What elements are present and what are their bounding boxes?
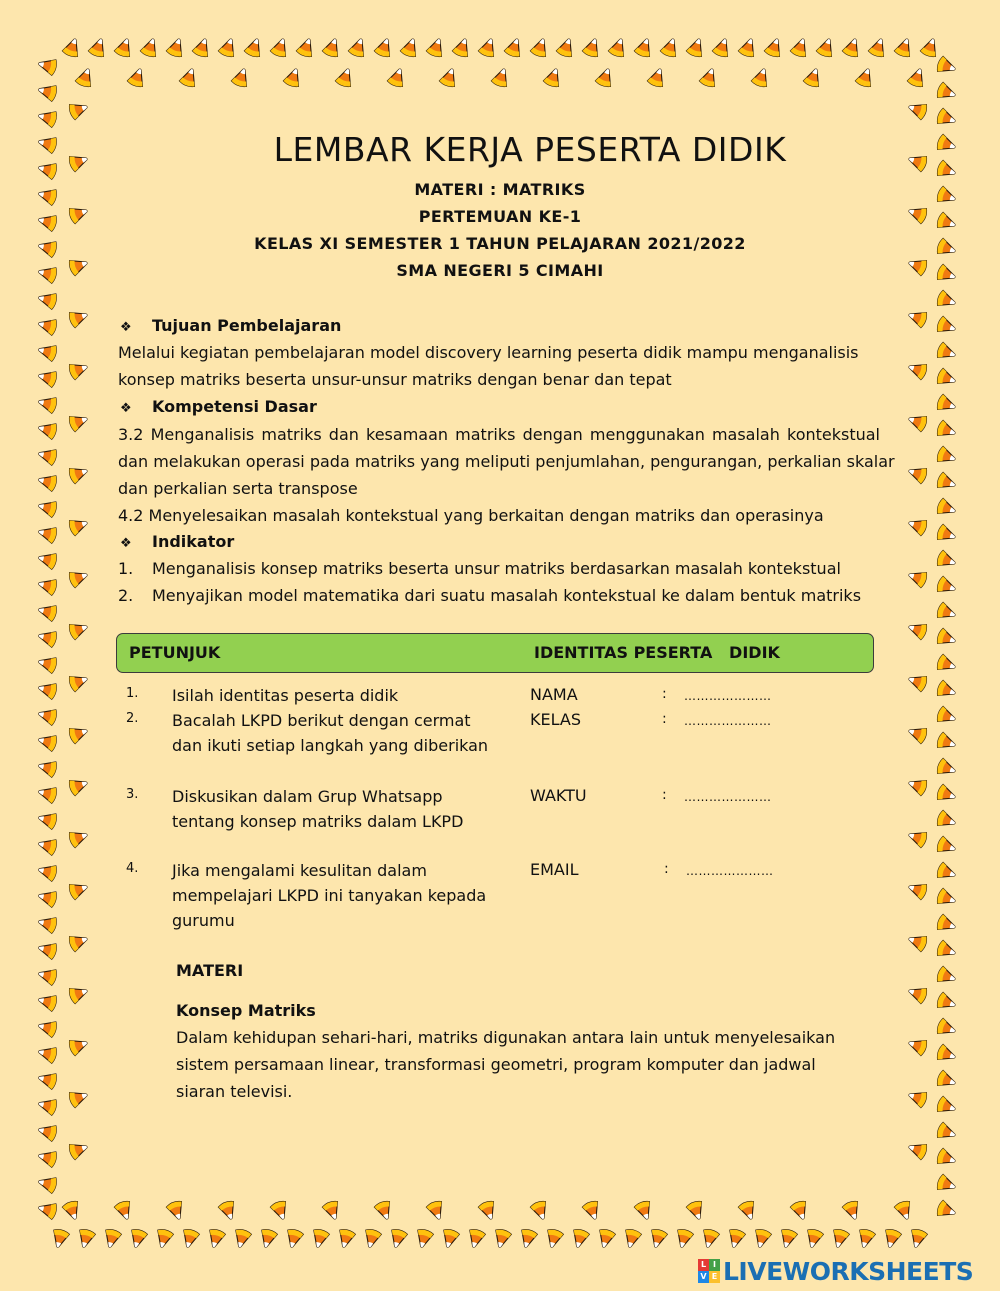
candy-corn-icon — [37, 1122, 58, 1142]
kd32-line-1: 3.2 Menganalisis matriks dan kesamaan matriks dengan menggunakan masalah kontekstual — [118, 425, 880, 444]
candy-corn-icon — [75, 66, 96, 88]
candy-corn-icon — [37, 316, 58, 336]
candy-corn-icon — [37, 446, 58, 466]
logo-letter: L — [698, 1259, 709, 1271]
petunjuk-num: 4. — [126, 861, 139, 876]
identitas-colon: : — [662, 787, 667, 803]
candy-corn-icon — [37, 550, 58, 570]
logo-letter: E — [709, 1271, 720, 1283]
candy-corn-icon — [906, 463, 928, 484]
candy-corn-icon — [908, 1228, 928, 1249]
candy-corn-icon — [37, 576, 58, 596]
identitas-label-waktu: WAKTU — [530, 786, 587, 805]
candy-corn-icon — [936, 810, 958, 831]
candy-corn-icon — [803, 66, 824, 88]
candy-corn-icon — [68, 827, 90, 848]
candy-corn-icon — [906, 1139, 928, 1160]
email-field[interactable]: ………………… — [686, 864, 774, 878]
candy-corn-icon — [936, 1122, 958, 1143]
candy-corn-icon — [37, 1200, 58, 1220]
candy-corn-icon — [218, 1200, 239, 1222]
candy-corn-icon — [936, 316, 958, 337]
candy-corn-icon — [179, 66, 200, 88]
materi-line-2: sistem persamaan linear, transformasi geometri, program komputer dan jadwal — [176, 1055, 816, 1074]
candy-corn-icon — [206, 1228, 226, 1249]
kd32-line-2: dan melakukan operasi pada matriks yang meliputi penjumlahan, pengurangan, perkalian skalar — [118, 452, 895, 471]
candy-corn-icon — [816, 36, 837, 58]
diamond-bullet-icon: ❖ — [120, 320, 132, 335]
candy-corn-icon — [37, 810, 58, 830]
candy-corn-icon — [936, 394, 958, 415]
candy-corn-icon — [218, 36, 239, 58]
candy-corn-icon — [37, 784, 58, 804]
candy-corn-icon — [936, 108, 958, 129]
candy-corn-icon — [790, 1200, 811, 1222]
candy-corn-icon — [906, 619, 928, 640]
candy-corn-icon — [310, 1228, 330, 1249]
nama-field[interactable]: ………………… — [684, 689, 772, 703]
candy-corn-icon — [37, 1044, 58, 1064]
candy-corn-icon — [543, 66, 564, 88]
candy-corn-icon — [68, 307, 90, 328]
candy-corn-icon — [936, 992, 958, 1013]
candy-corn-icon — [936, 446, 958, 467]
candy-corn-icon — [140, 36, 161, 58]
candy-corn-icon — [37, 1018, 58, 1038]
candy-corn-icon — [906, 983, 928, 1004]
candy-corn-icon — [830, 1228, 850, 1249]
candy-corn-icon — [622, 1228, 642, 1249]
candy-corn-icon — [936, 628, 958, 649]
materi-line-3: siaran televisi. — [176, 1082, 293, 1101]
candy-corn-icon — [68, 411, 90, 432]
candy-corn-icon — [362, 1228, 382, 1249]
candy-corn-icon — [906, 1035, 928, 1056]
candy-corn-icon — [37, 290, 58, 310]
candy-corn-icon — [37, 940, 58, 960]
kompetensi-heading-text: Kompetensi Dasar — [152, 397, 317, 416]
candy-corn-icon — [37, 654, 58, 674]
candy-corn-icon — [907, 66, 928, 88]
identitas-colon: : — [664, 861, 669, 877]
candy-corn-icon — [936, 472, 958, 493]
liveworksheets-mark-icon — [698, 1259, 720, 1283]
candy-corn-icon — [894, 1200, 915, 1222]
tujuan-heading-text: Tujuan Pembelajaran — [152, 316, 342, 335]
candy-corn-icon — [102, 1228, 122, 1249]
candy-corn-icon — [726, 1228, 746, 1249]
candy-corn-icon — [439, 66, 460, 88]
candy-corn-icon — [595, 66, 616, 88]
candy-corn-icon — [114, 1200, 135, 1222]
candy-corn-icon — [231, 66, 252, 88]
candy-corn-icon — [936, 966, 958, 987]
candy-corn-icon — [37, 342, 58, 362]
candy-corn-icon — [388, 1228, 408, 1249]
diamond-bullet-icon: ❖ — [120, 536, 132, 551]
candy-corn-icon — [544, 1228, 564, 1249]
candy-corn-icon — [37, 966, 58, 986]
candy-corn-icon — [270, 36, 291, 58]
candy-corn-icon — [68, 619, 90, 640]
candy-corn-icon — [296, 36, 317, 58]
candy-corn-icon — [936, 862, 958, 883]
petunjuk-num: 3. — [126, 787, 139, 802]
candy-corn-icon — [936, 1070, 958, 1091]
candy-corn-icon — [936, 602, 958, 623]
section-kompetensi-heading — [118, 393, 317, 422]
candy-corn-icon — [936, 732, 958, 753]
candy-corn-icon — [166, 36, 187, 58]
candy-corn-icon — [882, 1228, 902, 1249]
candy-corn-icon — [936, 706, 958, 727]
candy-corn-icon — [764, 36, 785, 58]
candy-corn-icon — [936, 940, 958, 961]
candy-corn-icon — [906, 359, 928, 380]
candy-corn-icon — [426, 1200, 447, 1222]
candy-corn-icon — [400, 36, 421, 58]
candy-corn-icon — [68, 359, 90, 380]
candy-corn-icon — [906, 1087, 928, 1108]
tujuan-line-2: konsep matriks beserta unsur-unsur matriks dengan benar dan tepat — [118, 370, 672, 389]
candy-corn-icon — [68, 99, 90, 120]
candy-corn-icon — [906, 99, 928, 120]
candy-corn-icon — [936, 654, 958, 675]
candy-corn-icon — [634, 1200, 655, 1222]
petunjuk-text: Diskusikan dalam Grup Whatsapp tentang konsep matriks dalam LKPD — [172, 787, 464, 831]
candy-corn-icon — [738, 1200, 759, 1222]
candy-corn-icon — [322, 36, 343, 58]
candy-corn-icon — [37, 472, 58, 492]
candy-corn-icon — [906, 931, 928, 952]
candy-corn-icon — [37, 498, 58, 518]
candy-corn-icon — [906, 515, 928, 536]
candy-corn-icon — [387, 66, 408, 88]
candy-corn-icon — [936, 368, 958, 389]
konsep-matriks-heading: Konsep Matriks — [176, 1001, 316, 1020]
candy-corn-icon — [906, 827, 928, 848]
candy-corn-icon — [906, 567, 928, 588]
candy-corn-icon — [374, 1200, 395, 1222]
candy-corn-icon — [530, 1200, 551, 1222]
candy-corn-icon — [491, 66, 512, 88]
candy-corn-icon — [414, 1228, 434, 1249]
candy-corn-icon — [258, 1228, 278, 1249]
logo-letter: V — [698, 1271, 709, 1283]
candy-corn-icon — [518, 1228, 538, 1249]
candy-corn-icon — [936, 836, 958, 857]
petunjuk-identitas-banner — [116, 633, 874, 673]
candy-corn-icon — [712, 36, 733, 58]
candy-corn-icon — [906, 307, 928, 328]
materi-heading: MATERI — [176, 961, 244, 980]
banner-petunjuk-label: PETUNJUK — [129, 643, 221, 662]
petunjuk-text: Isilah identitas peserta didik — [172, 686, 399, 705]
candy-corn-icon — [37, 706, 58, 726]
candy-corn-icon — [37, 394, 58, 414]
candy-corn-icon — [374, 36, 395, 58]
candy-corn-icon — [154, 1228, 174, 1249]
candy-corn-icon — [283, 66, 304, 88]
candy-corn-icon — [37, 914, 58, 934]
candy-corn-icon — [37, 836, 58, 856]
candy-corn-icon — [88, 36, 109, 58]
candy-corn-icon — [936, 82, 958, 103]
candy-corn-icon — [842, 36, 863, 58]
liveworksheets-logo[interactable] — [698, 1257, 973, 1285]
liveworksheets-text: LIVEWORKSHEETS — [723, 1256, 974, 1286]
candy-corn-icon — [936, 342, 958, 363]
candy-corn-icon — [936, 680, 958, 701]
candy-corn-icon — [62, 1200, 83, 1222]
subtitle-sekolah: SMA NEGERI 5 CIMAHI — [396, 261, 604, 280]
section-indikator-heading — [118, 528, 234, 557]
identitas-colon: : — [662, 711, 667, 727]
indikator-num: 2. — [118, 586, 134, 605]
subtitle-materi: MATERI : MATRIKS — [414, 180, 586, 199]
candy-corn-icon — [634, 36, 655, 58]
candy-corn-icon — [582, 36, 603, 58]
candy-corn-icon — [936, 576, 958, 597]
candy-corn-icon — [37, 992, 58, 1012]
candy-corn-icon — [936, 290, 958, 311]
candy-corn-icon — [68, 515, 90, 536]
candy-corn-icon — [180, 1228, 200, 1249]
candy-corn-icon — [699, 66, 720, 88]
identitas-colon: : — [662, 686, 667, 702]
candy-corn-icon — [906, 411, 928, 432]
candy-corn-icon — [37, 108, 58, 128]
candy-corn-icon — [686, 36, 707, 58]
candy-corn-icon — [478, 36, 499, 58]
candy-corn-icon — [68, 1087, 90, 1108]
indikator-text: Menganalisis konsep matriks beserta unsur matriks berdasarkan masalah kontekstual — [152, 559, 841, 578]
candy-corn-icon — [686, 1200, 707, 1222]
candy-corn-icon — [37, 758, 58, 778]
candy-corn-icon — [752, 1228, 772, 1249]
candy-corn-icon — [322, 1200, 343, 1222]
candy-corn-icon — [466, 1228, 486, 1249]
subtitle-pertemuan: PERTEMUAN KE-1 — [418, 207, 582, 226]
candy-corn-icon — [335, 66, 356, 88]
candy-corn-icon — [936, 1200, 958, 1221]
candy-corn-icon — [440, 1228, 460, 1249]
candy-corn-icon — [936, 784, 958, 805]
candy-corn-icon — [674, 1228, 694, 1249]
candy-corn-icon — [570, 1228, 590, 1249]
petunjuk-num: 2. — [126, 711, 139, 726]
candy-corn-icon — [504, 36, 525, 58]
candy-corn-icon — [556, 36, 577, 58]
candy-corn-icon — [936, 1174, 958, 1195]
candy-corn-icon — [37, 862, 58, 882]
candy-corn-icon — [37, 732, 58, 752]
candy-corn-icon — [128, 1228, 148, 1249]
candy-corn-icon — [842, 1200, 863, 1222]
candy-corn-icon — [37, 628, 58, 648]
candy-corn-icon — [647, 66, 668, 88]
kd42-line: 4.2 Menyelesaikan masalah kontekstual yang berkaitan dengan matriks dan operasinya — [118, 506, 824, 525]
candy-corn-icon — [936, 1148, 958, 1169]
candy-corn-icon — [936, 524, 958, 545]
candy-corn-icon — [936, 1044, 958, 1065]
candy-corn-icon — [751, 66, 772, 88]
tujuan-line-1: Melalui kegiatan pembelajaran model discovery learning peserta didik mampu menganalisis — [118, 343, 859, 362]
candy-corn-icon — [68, 1139, 90, 1160]
candy-corn-icon — [232, 1228, 252, 1249]
materi-line-1: Dalam kehidupan sehari-hari, matriks digunakan antara lain untuk menyelesaikan — [176, 1028, 836, 1047]
candy-corn-icon — [906, 775, 928, 796]
candy-corn-icon — [68, 1035, 90, 1056]
indikator-heading-text: Indikator — [152, 532, 235, 551]
candy-corn-icon — [37, 524, 58, 544]
indikator-item — [118, 555, 841, 582]
kelas-field[interactable]: ………………… — [684, 714, 772, 728]
candy-corn-icon — [284, 1228, 304, 1249]
candy-corn-icon — [936, 498, 958, 519]
indikator-item — [118, 582, 861, 609]
candy-corn-icon — [336, 1228, 356, 1249]
page-title: LEMBAR KERJA PESERTA DIDIK — [273, 130, 787, 169]
candy-corn-icon — [68, 723, 90, 744]
candy-corn-icon — [906, 723, 928, 744]
banner-identitas-label: IDENTITAS PESERTA DIDIK — [534, 643, 780, 662]
petunjuk-num: 1. — [126, 686, 139, 701]
candy-corn-icon — [68, 983, 90, 1004]
candy-corn-icon — [37, 82, 58, 102]
candy-corn-icon — [660, 36, 681, 58]
subtitle-kelas: KELAS XI SEMESTER 1 TAHUN PELAJARAN 2021/2022 — [254, 234, 746, 253]
candy-corn-icon — [76, 1228, 96, 1249]
candy-corn-icon — [936, 1018, 958, 1039]
candy-corn-icon — [37, 888, 58, 908]
candy-corn-icon — [114, 36, 135, 58]
candy-corn-icon — [894, 36, 915, 58]
candy-corn-icon — [37, 1174, 58, 1194]
candy-corn-icon — [855, 66, 876, 88]
candy-corn-icon — [582, 1200, 603, 1222]
candy-corn-icon — [37, 680, 58, 700]
candy-corn-icon — [778, 1228, 798, 1249]
candy-corn-icon — [452, 36, 473, 58]
logo-letter: I — [709, 1259, 720, 1271]
candy-corn-icon — [936, 420, 958, 441]
identitas-label-nama: NAMA — [530, 685, 578, 704]
candy-corn-icon — [68, 775, 90, 796]
candy-corn-icon — [936, 550, 958, 571]
candy-corn-icon — [920, 36, 941, 58]
candy-corn-icon — [68, 567, 90, 588]
candy-corn-icon — [348, 36, 369, 58]
candy-corn-icon — [700, 1228, 720, 1249]
petunjuk-text: Jika mengalami kesulitan dalam mempelajari LKPD ini tanyakan kepada gurumu — [172, 861, 487, 930]
candy-corn-icon — [936, 888, 958, 909]
candy-corn-icon — [37, 56, 58, 76]
indikator-num: 1. — [118, 559, 134, 578]
candy-corn-icon — [868, 36, 889, 58]
candy-corn-icon — [37, 602, 58, 622]
candy-corn-icon — [37, 420, 58, 440]
candy-corn-icon — [426, 36, 447, 58]
candy-corn-icon — [530, 36, 551, 58]
candy-corn-icon — [50, 1228, 70, 1249]
candy-corn-icon — [596, 1228, 616, 1249]
section-tujuan-heading — [118, 312, 341, 341]
candy-corn-icon — [37, 1148, 58, 1168]
candy-corn-icon — [478, 1200, 499, 1222]
candy-corn-icon — [68, 463, 90, 484]
candy-corn-icon — [68, 879, 90, 900]
petunjuk-text: Bacalah LKPD berikut dengan cermat dan ikuti setiap langkah yang diberikan — [172, 711, 489, 755]
candy-corn-icon — [608, 36, 629, 58]
candy-corn-icon — [37, 1070, 58, 1090]
identitas-label-kelas: KELAS — [530, 710, 581, 729]
indikator-text: Menyajikan model matematika dari suatu masalah kontekstual ke dalam bentuk matriks — [152, 586, 862, 605]
candy-corn-icon — [906, 671, 928, 692]
candy-corn-icon — [648, 1228, 668, 1249]
kd32-line-3: dan perkalian serta transpose — [118, 479, 358, 498]
candy-corn-icon — [936, 56, 958, 77]
candy-corn-icon — [68, 671, 90, 692]
candy-corn-icon — [738, 36, 759, 58]
candy-corn-icon — [936, 914, 958, 935]
candy-corn-icon — [68, 931, 90, 952]
candy-corn-icon — [244, 36, 265, 58]
candy-corn-icon — [856, 1228, 876, 1249]
candy-corn-icon — [790, 36, 811, 58]
candy-corn-icon — [166, 1200, 187, 1222]
candy-corn-icon — [37, 368, 58, 388]
identitas-label-email: EMAIL — [530, 860, 579, 879]
candy-corn-icon — [804, 1228, 824, 1249]
waktu-field[interactable]: ………………… — [684, 790, 772, 804]
candy-corn-icon — [192, 36, 213, 58]
candy-corn-icon — [906, 879, 928, 900]
candy-corn-icon — [492, 1228, 512, 1249]
candy-corn-icon — [127, 66, 148, 88]
diamond-bullet-icon: ❖ — [120, 401, 132, 416]
candy-corn-icon — [62, 36, 83, 58]
candy-corn-icon — [936, 1096, 958, 1117]
candy-corn-icon — [270, 1200, 291, 1222]
candy-corn-icon — [936, 758, 958, 779]
candy-corn-icon — [37, 1096, 58, 1116]
